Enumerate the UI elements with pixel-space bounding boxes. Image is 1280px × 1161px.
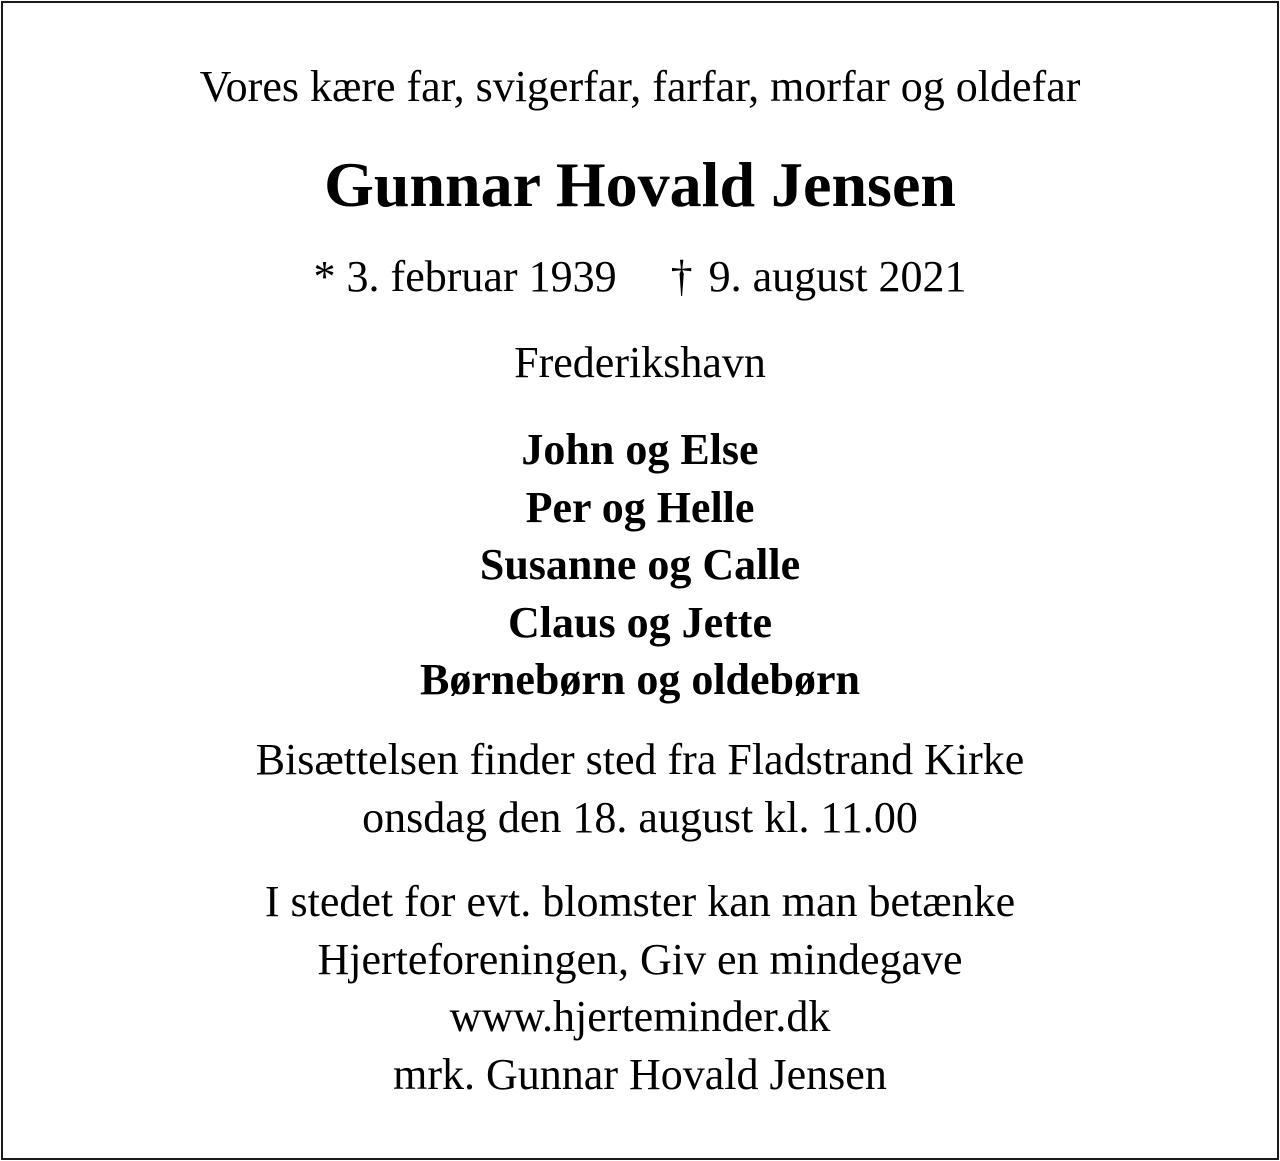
life-dates (3, 252, 1277, 301)
funeral-line: onsdag den 18. august kl. 11.00 (362, 793, 918, 842)
mourner-line: Susanne og Calle (479, 540, 801, 589)
donation-line: Hjerteforeningen, Giv en mindegave (317, 934, 963, 984)
donation-line: mrk. Gunnar Hovald Jensen (393, 1049, 887, 1099)
deceased-name: Gunnar Hovald Jensen (324, 149, 956, 220)
mourner-line: Per og Helle (525, 482, 755, 532)
donation-url: www.hjerteminder.dk (449, 992, 831, 1041)
obituary-notice (1, 1, 1279, 1160)
donation-info (3, 873, 1277, 1103)
mourner-line: John og Else (521, 425, 759, 474)
donation-line: I stedet for evt. blomster kan man betænke (264, 877, 1016, 926)
place-name: Frederikshavn (514, 338, 766, 387)
mourners-list (3, 421, 1277, 709)
died-symbol: † (670, 252, 693, 301)
mourner-line: Børnebørn og oldebørn (419, 655, 861, 704)
funeral-info (3, 731, 1277, 847)
mourner-line: Claus og Jette (508, 597, 772, 647)
born-symbol: * (313, 252, 336, 301)
died-date: 9. august 2021 (708, 252, 967, 301)
funeral-line: Bisættelsen finder sted fra Fladstrand Kirke (255, 735, 1025, 784)
born-date: 3. februar 1939 (346, 252, 617, 301)
intro-text: Vores kære far, svigerfar, farfar, morfar og oldefar (199, 62, 1081, 111)
